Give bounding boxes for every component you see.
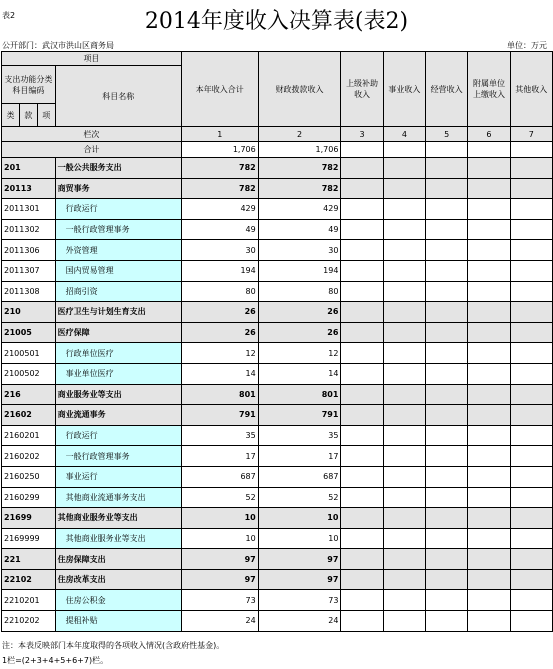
table-row xyxy=(2,528,553,549)
total-income-value: 782 xyxy=(181,178,258,199)
table-row xyxy=(2,302,553,323)
total-income-value: 17 xyxy=(181,446,258,467)
subject-code: 2160299 xyxy=(2,487,56,508)
empty-cell xyxy=(341,199,383,220)
empty-cell xyxy=(510,142,552,158)
subject-name: 商业流通事务 xyxy=(55,405,181,426)
subject-name: 其他商业服务业等支出 xyxy=(55,528,181,549)
table-row xyxy=(2,611,553,632)
total-income-value: 73 xyxy=(181,590,258,611)
subject-code: 21005 xyxy=(2,322,56,343)
empty-cell xyxy=(383,240,425,261)
fiscal-income-value: 52 xyxy=(258,487,341,508)
empty-cell xyxy=(341,240,383,261)
col-other-header: 其他收入 xyxy=(510,52,552,127)
table-tag: 表2 xyxy=(2,11,16,20)
fiscal-income-value: 49 xyxy=(258,219,341,240)
total-income-value: 12 xyxy=(181,343,258,364)
subject-code: 2210201 xyxy=(2,590,56,611)
empty-cell xyxy=(426,199,468,220)
table-row xyxy=(2,487,553,508)
empty-cell xyxy=(468,405,510,426)
empty-cell xyxy=(426,142,468,158)
empty-cell xyxy=(468,142,510,158)
fiscal-income-value: 194 xyxy=(258,260,341,281)
col-number: 7 xyxy=(510,127,552,142)
subject-code: 2160202 xyxy=(2,446,56,467)
total-income-value: 35 xyxy=(181,425,258,446)
empty-cell xyxy=(468,425,510,446)
total-income-value: 429 xyxy=(181,199,258,220)
col-operating-header: 经营收入 xyxy=(426,52,468,127)
total-income-value: 10 xyxy=(181,528,258,549)
empty-cell xyxy=(468,569,510,590)
fiscal-income-value: 17 xyxy=(258,446,341,467)
empty-cell xyxy=(426,281,468,302)
total-income-value: 194 xyxy=(181,260,258,281)
subject-name: 商业服务业等支出 xyxy=(55,384,181,405)
empty-cell xyxy=(426,302,468,323)
table-row xyxy=(2,405,553,426)
table-row xyxy=(2,363,553,384)
empty-cell xyxy=(383,425,425,446)
fiscal-income-value: 14 xyxy=(258,363,341,384)
table-row xyxy=(2,260,553,281)
empty-cell xyxy=(510,260,552,281)
total-income-value: 97 xyxy=(181,569,258,590)
empty-cell xyxy=(383,384,425,405)
project-header: 项目 xyxy=(2,52,182,66)
empty-cell xyxy=(468,611,510,632)
total-income-value: 687 xyxy=(181,466,258,487)
fiscal-income-value: 782 xyxy=(258,178,341,199)
empty-cell xyxy=(426,178,468,199)
fiscal-income-value: 782 xyxy=(258,158,341,179)
empty-cell xyxy=(510,384,552,405)
subject-code: 2100501 xyxy=(2,343,56,364)
subject-code: 2169999 xyxy=(2,528,56,549)
total-income-value: 80 xyxy=(181,281,258,302)
subject-code: 2160250 xyxy=(2,466,56,487)
empty-cell xyxy=(468,363,510,384)
subject-name: 住房公积金 xyxy=(55,590,181,611)
total-income-value: 10 xyxy=(181,508,258,529)
subject-name: 一般行政管理事务 xyxy=(55,219,181,240)
empty-cell xyxy=(426,240,468,261)
empty-cell xyxy=(510,158,552,179)
subject-code: 22102 xyxy=(2,569,56,590)
empty-cell xyxy=(341,142,383,158)
empty-cell xyxy=(468,549,510,570)
subject-name: 国内贸易管理 xyxy=(55,260,181,281)
total-income-value: 97 xyxy=(181,549,258,570)
empty-cell xyxy=(383,219,425,240)
empty-cell xyxy=(341,302,383,323)
empty-cell xyxy=(468,240,510,261)
empty-cell xyxy=(341,549,383,570)
empty-cell xyxy=(510,199,552,220)
table-row xyxy=(2,569,553,590)
note-line-2: 1栏=(2+3+4+5+6+7)栏。 xyxy=(2,656,109,665)
empty-cell xyxy=(468,219,510,240)
subject-name: 其他商业服务业等支出 xyxy=(55,508,181,529)
col-number: 3 xyxy=(341,127,383,142)
fiscal-income-value: 35 xyxy=(258,425,341,446)
subject-code: 2011307 xyxy=(2,260,56,281)
empty-cell xyxy=(426,405,468,426)
empty-cell xyxy=(383,281,425,302)
empty-cell xyxy=(426,425,468,446)
empty-cell xyxy=(426,219,468,240)
empty-cell xyxy=(468,322,510,343)
col-number: 2 xyxy=(258,127,341,142)
col-business-header: 事业收入 xyxy=(383,52,425,127)
subject-name: 事业运行 xyxy=(55,466,181,487)
empty-cell xyxy=(383,363,425,384)
empty-cell xyxy=(341,322,383,343)
department-label: 公开部门：武汉市洪山区商务局 xyxy=(2,41,114,50)
empty-cell xyxy=(468,158,510,179)
total-label: 合计 xyxy=(2,142,182,158)
subject-name: 医疗保障 xyxy=(55,322,181,343)
total-income-value: 782 xyxy=(181,158,258,179)
empty-cell xyxy=(383,158,425,179)
col-number: 5 xyxy=(426,127,468,142)
income-table xyxy=(1,51,553,632)
empty-cell xyxy=(468,281,510,302)
col-fiscal-header: 财政拨款收入 xyxy=(258,52,341,127)
empty-cell xyxy=(510,343,552,364)
empty-cell xyxy=(341,611,383,632)
empty-cell xyxy=(510,240,552,261)
table-row xyxy=(2,590,553,611)
empty-cell xyxy=(510,590,552,611)
fiscal-income-value: 26 xyxy=(258,322,341,343)
subject-name: 外资管理 xyxy=(55,240,181,261)
fiscal-income-value: 30 xyxy=(258,240,341,261)
empty-cell xyxy=(383,528,425,549)
fiscal-income-value: 791 xyxy=(258,405,341,426)
fiscal-income-value: 97 xyxy=(258,569,341,590)
empty-cell xyxy=(341,487,383,508)
subject-name: 商贸事务 xyxy=(55,178,181,199)
total-income-value: 26 xyxy=(181,302,258,323)
empty-cell xyxy=(383,466,425,487)
fiscal-income-value: 429 xyxy=(258,199,341,220)
lei-header: 类 xyxy=(2,104,20,127)
col-affiliated-header: 附属单位上缴收入 xyxy=(468,52,510,127)
empty-cell xyxy=(510,405,552,426)
empty-cell xyxy=(510,508,552,529)
subject-code: 2100502 xyxy=(2,363,56,384)
subject-name: 住房保障支出 xyxy=(55,549,181,570)
table-row xyxy=(2,425,553,446)
page-title: 2014年度收入决算表(表2) xyxy=(144,9,409,34)
empty-cell xyxy=(426,549,468,570)
subject-name-header: 科目名称 xyxy=(55,66,181,127)
empty-cell xyxy=(383,446,425,467)
table-row xyxy=(2,322,553,343)
empty-cell xyxy=(383,549,425,570)
empty-cell xyxy=(468,487,510,508)
empty-cell xyxy=(341,343,383,364)
total-income-value: 14 xyxy=(181,363,258,384)
empty-cell xyxy=(383,142,425,158)
total-income-value: 791 xyxy=(181,405,258,426)
total-value-1: 1,706 xyxy=(181,142,258,158)
empty-cell xyxy=(468,528,510,549)
empty-cell xyxy=(510,219,552,240)
empty-cell xyxy=(341,569,383,590)
subject-code: 2011306 xyxy=(2,240,56,261)
total-income-value: 52 xyxy=(181,487,258,508)
table-row xyxy=(2,158,553,179)
fiscal-income-value: 24 xyxy=(258,611,341,632)
table-row xyxy=(2,384,553,405)
kuan-header: 款 xyxy=(19,104,37,127)
empty-cell xyxy=(383,260,425,281)
subject-code: 2160201 xyxy=(2,425,56,446)
subject-code: 21699 xyxy=(2,508,56,529)
empty-cell xyxy=(510,425,552,446)
subject-name: 行政运行 xyxy=(55,199,181,220)
empty-cell xyxy=(468,178,510,199)
fiscal-income-value: 73 xyxy=(258,590,341,611)
subject-name: 行政运行 xyxy=(55,425,181,446)
col-number: 6 xyxy=(468,127,510,142)
subject-name: 提租补贴 xyxy=(55,611,181,632)
empty-cell xyxy=(341,405,383,426)
table-row xyxy=(2,343,553,364)
empty-cell xyxy=(468,446,510,467)
subject-name: 招商引资 xyxy=(55,281,181,302)
empty-cell xyxy=(510,528,552,549)
empty-cell xyxy=(426,611,468,632)
table-row xyxy=(2,240,553,261)
empty-cell xyxy=(341,446,383,467)
empty-cell xyxy=(426,158,468,179)
empty-cell xyxy=(468,199,510,220)
empty-cell xyxy=(341,528,383,549)
fiscal-income-value: 80 xyxy=(258,281,341,302)
table-row xyxy=(2,178,553,199)
fiscal-income-value: 12 xyxy=(258,343,341,364)
empty-cell xyxy=(426,343,468,364)
empty-cell xyxy=(426,569,468,590)
empty-cell xyxy=(468,260,510,281)
empty-cell xyxy=(383,611,425,632)
empty-cell xyxy=(426,384,468,405)
empty-cell xyxy=(468,466,510,487)
empty-cell xyxy=(383,405,425,426)
fiscal-income-value: 801 xyxy=(258,384,341,405)
empty-cell xyxy=(341,363,383,384)
empty-cell xyxy=(510,446,552,467)
fiscal-income-value: 97 xyxy=(258,549,341,570)
empty-cell xyxy=(383,302,425,323)
empty-cell xyxy=(426,528,468,549)
empty-cell xyxy=(341,466,383,487)
subject-code: 216 xyxy=(2,384,56,405)
empty-cell xyxy=(383,343,425,364)
subject-code: 201 xyxy=(2,158,56,179)
col-upper-header: 上级补助收入 xyxy=(341,52,383,127)
fiscal-income-value: 26 xyxy=(258,302,341,323)
table-row xyxy=(2,446,553,467)
empty-cell xyxy=(341,178,383,199)
subject-code: 2210202 xyxy=(2,611,56,632)
empty-cell xyxy=(510,569,552,590)
empty-cell xyxy=(341,425,383,446)
empty-cell xyxy=(510,549,552,570)
total-value-2: 1,706 xyxy=(258,142,341,158)
empty-cell xyxy=(510,322,552,343)
func-code-header: 支出功能分类科目编码 xyxy=(2,66,56,104)
xiang-header: 项 xyxy=(37,104,55,127)
empty-cell xyxy=(468,508,510,529)
empty-cell xyxy=(341,384,383,405)
total-income-value: 801 xyxy=(181,384,258,405)
subject-name: 行政单位医疗 xyxy=(55,343,181,364)
subject-code: 210 xyxy=(2,302,56,323)
empty-cell xyxy=(510,487,552,508)
empty-cell xyxy=(468,590,510,611)
note-line-1: 注：本表反映部门本年度取得的各项收入情况(含政府性基金)。 xyxy=(2,641,225,650)
subject-name: 医疗卫生与计划生育支出 xyxy=(55,302,181,323)
total-income-value: 30 xyxy=(181,240,258,261)
table-row xyxy=(2,199,553,220)
table-row xyxy=(2,549,553,570)
empty-cell xyxy=(468,302,510,323)
empty-cell xyxy=(383,508,425,529)
subject-code: 2011301 xyxy=(2,199,56,220)
empty-cell xyxy=(383,590,425,611)
empty-cell xyxy=(383,199,425,220)
subject-code: 20113 xyxy=(2,178,56,199)
subject-name: 一般公共服务支出 xyxy=(55,158,181,179)
total-income-value: 26 xyxy=(181,322,258,343)
subject-code: 221 xyxy=(2,549,56,570)
empty-cell xyxy=(383,178,425,199)
table-row xyxy=(2,219,553,240)
table-row xyxy=(2,508,553,529)
row-index-label: 栏次 xyxy=(2,127,182,142)
empty-cell xyxy=(510,363,552,384)
empty-cell xyxy=(426,508,468,529)
empty-cell xyxy=(468,343,510,364)
subject-name: 其他商业流通事务支出 xyxy=(55,487,181,508)
empty-cell xyxy=(426,466,468,487)
empty-cell xyxy=(510,611,552,632)
empty-cell xyxy=(426,363,468,384)
empty-cell xyxy=(383,322,425,343)
empty-cell xyxy=(341,508,383,529)
col-number: 4 xyxy=(383,127,425,142)
empty-cell xyxy=(383,569,425,590)
subject-code: 2011308 xyxy=(2,281,56,302)
table-row xyxy=(2,466,553,487)
empty-cell xyxy=(383,487,425,508)
empty-cell xyxy=(341,219,383,240)
fiscal-income-value: 687 xyxy=(258,466,341,487)
empty-cell xyxy=(510,281,552,302)
empty-cell xyxy=(510,466,552,487)
empty-cell xyxy=(510,178,552,199)
fiscal-income-value: 10 xyxy=(258,508,341,529)
fiscal-income-value: 10 xyxy=(258,528,341,549)
empty-cell xyxy=(510,302,552,323)
subject-name: 住房改革支出 xyxy=(55,569,181,590)
empty-cell xyxy=(341,590,383,611)
table-row xyxy=(2,281,553,302)
empty-cell xyxy=(341,260,383,281)
unit-label: 单位：万元 xyxy=(507,41,547,50)
subject-code: 21602 xyxy=(2,405,56,426)
empty-cell xyxy=(341,281,383,302)
col-total-header: 本年收入合计 xyxy=(181,52,258,127)
subject-code: 2011302 xyxy=(2,219,56,240)
empty-cell xyxy=(341,158,383,179)
empty-cell xyxy=(426,487,468,508)
subject-name: 一般行政管理事务 xyxy=(55,446,181,467)
empty-cell xyxy=(426,446,468,467)
subject-name: 事业单位医疗 xyxy=(55,363,181,384)
empty-cell xyxy=(468,384,510,405)
empty-cell xyxy=(426,322,468,343)
total-income-value: 49 xyxy=(181,219,258,240)
empty-cell xyxy=(426,260,468,281)
col-number: 1 xyxy=(181,127,258,142)
total-income-value: 24 xyxy=(181,611,258,632)
empty-cell xyxy=(426,590,468,611)
